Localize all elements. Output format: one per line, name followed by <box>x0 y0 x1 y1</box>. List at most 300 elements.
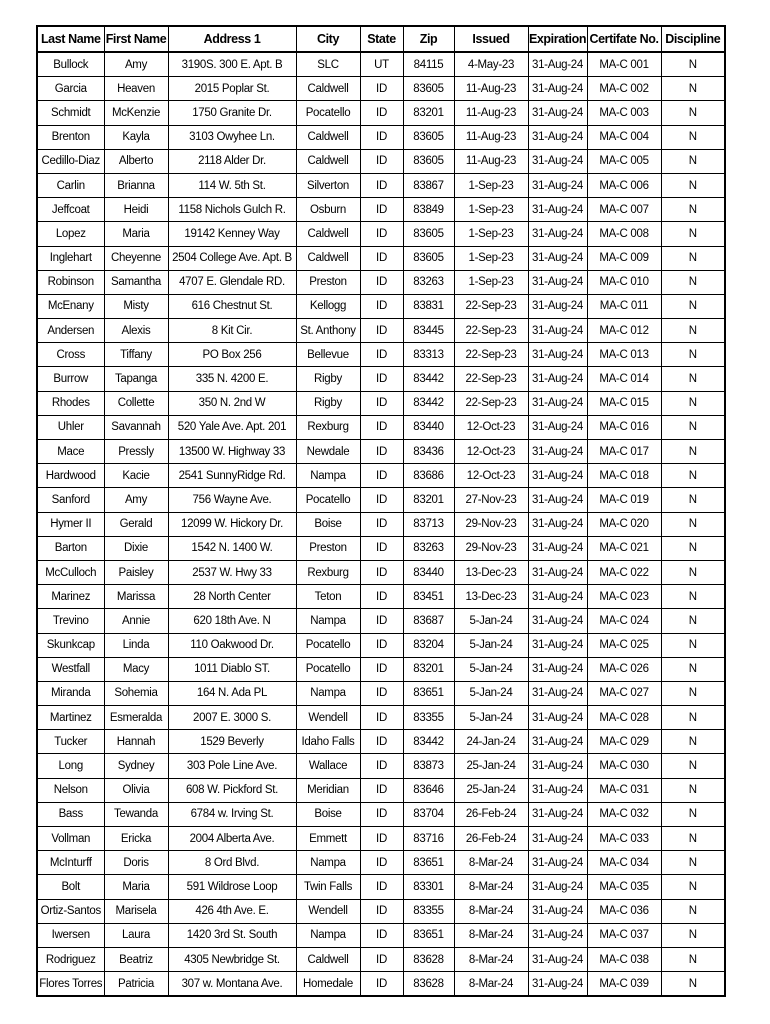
cell-certificate-no: MA-C 030 <box>587 754 661 778</box>
cell-issued: 25-Jan-24 <box>454 778 528 802</box>
cell-expiration: 31-Aug-24 <box>528 101 587 125</box>
cell-address: 6784 w. Irving St. <box>168 802 296 826</box>
table-row <box>37 319 725 343</box>
cell-first-name: Tapanga <box>104 367 168 391</box>
cell-certificate-no: MA-C 036 <box>587 899 661 923</box>
cell-discipline: N <box>661 464 725 488</box>
cell-first-name: Misty <box>104 294 168 318</box>
cell-state: ID <box>360 464 403 488</box>
cell-address: 2007 E. 3000 S. <box>168 706 296 730</box>
cell-city: St. Anthony <box>296 319 360 343</box>
cell-issued: 26-Feb-24 <box>454 802 528 826</box>
cell-address: 520 Yale Ave. Apt. 201 <box>168 415 296 439</box>
header-certificate-no: Certifate No. <box>587 26 661 52</box>
cell-address: 8 Kit Cir. <box>168 319 296 343</box>
cell-expiration: 31-Aug-24 <box>528 657 587 681</box>
table-row <box>37 585 725 609</box>
cell-city: SLC <box>296 52 360 77</box>
table-row <box>37 706 725 730</box>
cell-state: ID <box>360 440 403 464</box>
cell-city: Caldwell <box>296 947 360 971</box>
cell-city: Caldwell <box>296 246 360 270</box>
cell-zip: 83686 <box>403 464 454 488</box>
cell-first-name: Maria <box>104 222 168 246</box>
cell-expiration: 31-Aug-24 <box>528 52 587 77</box>
cell-city: Nampa <box>296 609 360 633</box>
cell-last-name: Long <box>37 754 104 778</box>
cell-first-name: Tiffany <box>104 343 168 367</box>
cell-expiration: 31-Aug-24 <box>528 488 587 512</box>
cell-state: ID <box>360 923 403 947</box>
cell-certificate-no: MA-C 017 <box>587 440 661 464</box>
cell-certificate-no: MA-C 021 <box>587 536 661 560</box>
cell-first-name: Heidi <box>104 198 168 222</box>
cell-certificate-no: MA-C 025 <box>587 633 661 657</box>
cell-state: ID <box>360 560 403 584</box>
cell-state: ID <box>360 875 403 899</box>
header-expiration: Expiration <box>528 26 587 52</box>
cell-zip: 83440 <box>403 560 454 584</box>
cell-last-name: Burrow <box>37 367 104 391</box>
cell-discipline: N <box>661 560 725 584</box>
cell-first-name: Beatriz <box>104 947 168 971</box>
cell-issued: 25-Jan-24 <box>454 754 528 778</box>
cell-zip: 83204 <box>403 633 454 657</box>
cell-certificate-no: MA-C 003 <box>587 101 661 125</box>
cell-address: 756 Wayne Ave. <box>168 488 296 512</box>
cell-first-name: Kayla <box>104 125 168 149</box>
table-row <box>37 972 725 997</box>
cell-discipline: N <box>661 512 725 536</box>
table-row <box>37 633 725 657</box>
cell-expiration: 31-Aug-24 <box>528 77 587 101</box>
cell-issued: 8-Mar-24 <box>454 899 528 923</box>
table-row <box>37 222 725 246</box>
cell-certificate-no: MA-C 027 <box>587 681 661 705</box>
cell-issued: 8-Mar-24 <box>454 923 528 947</box>
cell-last-name: Rodriguez <box>37 947 104 971</box>
cell-discipline: N <box>661 609 725 633</box>
cell-expiration: 31-Aug-24 <box>528 730 587 754</box>
cell-expiration: 31-Aug-24 <box>528 222 587 246</box>
cell-address: 620 18th Ave. N <box>168 609 296 633</box>
cell-last-name: Andersen <box>37 319 104 343</box>
table-row <box>37 851 725 875</box>
cell-state: ID <box>360 125 403 149</box>
cell-first-name: Alexis <box>104 319 168 343</box>
cell-first-name: Alberto <box>104 149 168 173</box>
table-row <box>37 77 725 101</box>
cell-discipline: N <box>661 149 725 173</box>
cell-first-name: Brianna <box>104 173 168 197</box>
cell-certificate-no: MA-C 039 <box>587 972 661 997</box>
cell-discipline: N <box>661 367 725 391</box>
cell-city: Preston <box>296 536 360 560</box>
cell-first-name: Paisley <box>104 560 168 584</box>
cell-certificate-no: MA-C 034 <box>587 851 661 875</box>
cell-issued: 11-Aug-23 <box>454 101 528 125</box>
cell-last-name: Ortiz-Santos <box>37 899 104 923</box>
cell-discipline: N <box>661 391 725 415</box>
cell-zip: 83263 <box>403 536 454 560</box>
header-zip: Zip <box>403 26 454 52</box>
cell-expiration: 31-Aug-24 <box>528 125 587 149</box>
cell-last-name: Lopez <box>37 222 104 246</box>
cell-expiration: 31-Aug-24 <box>528 899 587 923</box>
cell-certificate-no: MA-C 016 <box>587 415 661 439</box>
cell-state: ID <box>360 415 403 439</box>
cell-state: ID <box>360 899 403 923</box>
cell-state: ID <box>360 149 403 173</box>
table-row <box>37 367 725 391</box>
cell-city: Preston <box>296 270 360 294</box>
cell-discipline: N <box>661 125 725 149</box>
cell-expiration: 31-Aug-24 <box>528 827 587 851</box>
cell-city: Pocatello <box>296 101 360 125</box>
cell-state: ID <box>360 173 403 197</box>
cell-city: Wendell <box>296 706 360 730</box>
cell-zip: 83442 <box>403 391 454 415</box>
cell-issued: 12-Oct-23 <box>454 415 528 439</box>
cell-city: Meridian <box>296 778 360 802</box>
cell-certificate-no: MA-C 007 <box>587 198 661 222</box>
cell-state: ID <box>360 222 403 246</box>
cell-address: 426 4th Ave. E. <box>168 899 296 923</box>
cell-address: 2504 College Ave. Apt. B <box>168 246 296 270</box>
cell-expiration: 31-Aug-24 <box>528 173 587 197</box>
cell-discipline: N <box>661 294 725 318</box>
cell-issued: 1-Sep-23 <box>454 246 528 270</box>
cell-issued: 1-Sep-23 <box>454 222 528 246</box>
cell-issued: 29-Nov-23 <box>454 512 528 536</box>
cell-certificate-no: MA-C 019 <box>587 488 661 512</box>
table-row <box>37 173 725 197</box>
cell-expiration: 31-Aug-24 <box>528 923 587 947</box>
cell-city: Wallace <box>296 754 360 778</box>
cell-address: 1158 Nichols Gulch R. <box>168 198 296 222</box>
cell-zip: 83355 <box>403 899 454 923</box>
cell-certificate-no: MA-C 023 <box>587 585 661 609</box>
cell-expiration: 31-Aug-24 <box>528 367 587 391</box>
cell-certificate-no: MA-C 035 <box>587 875 661 899</box>
table-row <box>37 101 725 125</box>
cell-zip: 83605 <box>403 222 454 246</box>
cell-discipline: N <box>661 246 725 270</box>
cell-last-name: Iwersen <box>37 923 104 947</box>
cell-zip: 83605 <box>403 246 454 270</box>
cell-address: PO Box 256 <box>168 343 296 367</box>
cell-issued: 24-Jan-24 <box>454 730 528 754</box>
table-row <box>37 52 725 77</box>
table-row <box>37 730 725 754</box>
cell-address: 303 Pole Line Ave. <box>168 754 296 778</box>
cell-discipline: N <box>661 899 725 923</box>
cell-certificate-no: MA-C 002 <box>587 77 661 101</box>
cell-city: Rigby <box>296 391 360 415</box>
cell-zip: 83263 <box>403 270 454 294</box>
cell-zip: 83451 <box>403 585 454 609</box>
cell-last-name: Barton <box>37 536 104 560</box>
cell-expiration: 31-Aug-24 <box>528 706 587 730</box>
cell-certificate-no: MA-C 011 <box>587 294 661 318</box>
cell-last-name: Cross <box>37 343 104 367</box>
cell-address: 350 N. 2nd W <box>168 391 296 415</box>
cell-expiration: 31-Aug-24 <box>528 319 587 343</box>
cell-certificate-no: MA-C 005 <box>587 149 661 173</box>
cell-state: ID <box>360 730 403 754</box>
cell-expiration: 31-Aug-24 <box>528 778 587 802</box>
cell-last-name: Nelson <box>37 778 104 802</box>
cell-city: Rexburg <box>296 415 360 439</box>
cell-discipline: N <box>661 947 725 971</box>
cell-issued: 5-Jan-24 <box>454 633 528 657</box>
cell-first-name: Gerald <box>104 512 168 536</box>
cell-state: ID <box>360 585 403 609</box>
cell-certificate-no: MA-C 010 <box>587 270 661 294</box>
cell-address: 2015 Poplar St. <box>168 77 296 101</box>
cell-expiration: 31-Aug-24 <box>528 802 587 826</box>
cell-city: Silverton <box>296 173 360 197</box>
cell-address: 114 W. 5th St. <box>168 173 296 197</box>
cell-certificate-no: MA-C 033 <box>587 827 661 851</box>
cell-expiration: 31-Aug-24 <box>528 149 587 173</box>
cell-issued: 1-Sep-23 <box>454 198 528 222</box>
cell-last-name: Marinez <box>37 585 104 609</box>
cell-last-name: Mace <box>37 440 104 464</box>
cell-zip: 83605 <box>403 77 454 101</box>
cell-state: ID <box>360 972 403 997</box>
cell-zip: 83651 <box>403 681 454 705</box>
cell-state: ID <box>360 391 403 415</box>
cell-expiration: 31-Aug-24 <box>528 512 587 536</box>
cell-expiration: 31-Aug-24 <box>528 391 587 415</box>
cell-first-name: Maria <box>104 875 168 899</box>
cell-address: 616 Chestnut St. <box>168 294 296 318</box>
cell-zip: 83201 <box>403 488 454 512</box>
cell-discipline: N <box>661 754 725 778</box>
cell-expiration: 31-Aug-24 <box>528 972 587 997</box>
cell-city: Homedale <box>296 972 360 997</box>
cell-certificate-no: MA-C 014 <box>587 367 661 391</box>
cell-first-name: Collette <box>104 391 168 415</box>
cell-zip: 83201 <box>403 101 454 125</box>
cell-first-name: Patricia <box>104 972 168 997</box>
cell-state: ID <box>360 633 403 657</box>
cell-first-name: Dixie <box>104 536 168 560</box>
cell-issued: 8-Mar-24 <box>454 972 528 997</box>
cell-first-name: Cheyenne <box>104 246 168 270</box>
cell-address: 1420 3rd St. South <box>168 923 296 947</box>
cell-certificate-no: MA-C 028 <box>587 706 661 730</box>
cell-state: ID <box>360 488 403 512</box>
table-row <box>37 899 725 923</box>
cell-state: ID <box>360 536 403 560</box>
cell-zip: 83651 <box>403 851 454 875</box>
cell-address: 335 N. 4200 E. <box>168 367 296 391</box>
table-row <box>37 270 725 294</box>
cell-state: ID <box>360 706 403 730</box>
cell-last-name: Jeffcoat <box>37 198 104 222</box>
cell-last-name: Miranda <box>37 681 104 705</box>
cell-zip: 83301 <box>403 875 454 899</box>
cell-state: ID <box>360 246 403 270</box>
cell-address: 1750 Granite Dr. <box>168 101 296 125</box>
table-row <box>37 657 725 681</box>
cell-first-name: Linda <box>104 633 168 657</box>
cell-discipline: N <box>661 633 725 657</box>
cell-discipline: N <box>661 851 725 875</box>
cell-city: Kellogg <box>296 294 360 318</box>
cell-discipline: N <box>661 319 725 343</box>
cell-first-name: Sydney <box>104 754 168 778</box>
cell-zip: 84115 <box>403 52 454 77</box>
cell-first-name: Amy <box>104 488 168 512</box>
cell-certificate-no: MA-C 012 <box>587 319 661 343</box>
header-first-name: First Name <box>104 26 168 52</box>
table-row <box>37 198 725 222</box>
cell-issued: 8-Mar-24 <box>454 851 528 875</box>
cell-zip: 83628 <box>403 947 454 971</box>
header-row <box>37 26 725 52</box>
table-row <box>37 802 725 826</box>
table-row <box>37 125 725 149</box>
cell-zip: 83831 <box>403 294 454 318</box>
cell-zip: 83646 <box>403 778 454 802</box>
cell-issued: 5-Jan-24 <box>454 657 528 681</box>
cell-discipline: N <box>661 488 725 512</box>
table-row <box>37 246 725 270</box>
cell-last-name: Flores Torres <box>37 972 104 997</box>
cell-discipline: N <box>661 778 725 802</box>
cell-state: ID <box>360 270 403 294</box>
cell-last-name: Bolt <box>37 875 104 899</box>
cell-city: Caldwell <box>296 149 360 173</box>
cell-zip: 83713 <box>403 512 454 536</box>
cell-address: 12099 W. Hickory Dr. <box>168 512 296 536</box>
cell-certificate-no: MA-C 031 <box>587 778 661 802</box>
header-address: Address 1 <box>168 26 296 52</box>
cell-address: 608 W. Pickford St. <box>168 778 296 802</box>
cell-certificate-no: MA-C 008 <box>587 222 661 246</box>
cell-state: ID <box>360 827 403 851</box>
cell-certificate-no: MA-C 038 <box>587 947 661 971</box>
cell-address: 3103 Owyhee Ln. <box>168 125 296 149</box>
cell-first-name: Heaven <box>104 77 168 101</box>
cell-expiration: 31-Aug-24 <box>528 415 587 439</box>
table-row <box>37 609 725 633</box>
cell-expiration: 31-Aug-24 <box>528 851 587 875</box>
cell-last-name: Sanford <box>37 488 104 512</box>
cell-certificate-no: MA-C 024 <box>587 609 661 633</box>
cell-expiration: 31-Aug-24 <box>528 681 587 705</box>
cell-last-name: Robinson <box>37 270 104 294</box>
cell-zip: 83651 <box>403 923 454 947</box>
cell-certificate-no: MA-C 026 <box>587 657 661 681</box>
cell-issued: 8-Mar-24 <box>454 947 528 971</box>
cell-address: 2541 SunnyRidge Rd. <box>168 464 296 488</box>
cell-issued: 5-Jan-24 <box>454 609 528 633</box>
cell-issued: 27-Nov-23 <box>454 488 528 512</box>
cell-address: 4707 E. Glendale RD. <box>168 270 296 294</box>
cell-issued: 11-Aug-23 <box>454 149 528 173</box>
cell-last-name: Bass <box>37 802 104 826</box>
cell-last-name: Vollman <box>37 827 104 851</box>
cell-issued: 22-Sep-23 <box>454 343 528 367</box>
cell-first-name: Macy <box>104 657 168 681</box>
cell-first-name: Kacie <box>104 464 168 488</box>
cell-expiration: 31-Aug-24 <box>528 560 587 584</box>
cell-first-name: Olivia <box>104 778 168 802</box>
cell-city: Bellevue <box>296 343 360 367</box>
cell-last-name: Carlin <box>37 173 104 197</box>
cell-discipline: N <box>661 173 725 197</box>
cell-expiration: 31-Aug-24 <box>528 440 587 464</box>
cell-address: 591 Wildrose Loop <box>168 875 296 899</box>
cell-certificate-no: MA-C 022 <box>587 560 661 584</box>
cell-issued: 4-May-23 <box>454 52 528 77</box>
cell-last-name: McCulloch <box>37 560 104 584</box>
cell-discipline: N <box>661 198 725 222</box>
cell-discipline: N <box>661 681 725 705</box>
cell-certificate-no: MA-C 006 <box>587 173 661 197</box>
header-last-name: Last Name <box>37 26 104 52</box>
cell-zip: 83605 <box>403 149 454 173</box>
table-row <box>37 440 725 464</box>
cell-discipline: N <box>661 585 725 609</box>
cell-expiration: 31-Aug-24 <box>528 947 587 971</box>
cell-last-name: McInturff <box>37 851 104 875</box>
cell-city: Idaho Falls <box>296 730 360 754</box>
table-row <box>37 778 725 802</box>
cell-certificate-no: MA-C 001 <box>587 52 661 77</box>
cell-first-name: Marisela <box>104 899 168 923</box>
cell-address: 1529 Beverly <box>168 730 296 754</box>
table-row <box>37 560 725 584</box>
cell-zip: 83442 <box>403 367 454 391</box>
cell-address: 3190S. 300 E. Apt. B <box>168 52 296 77</box>
cell-zip: 83440 <box>403 415 454 439</box>
cell-state: ID <box>360 77 403 101</box>
cell-zip: 83436 <box>403 440 454 464</box>
cell-issued: 11-Aug-23 <box>454 77 528 101</box>
cell-first-name: Sohemia <box>104 681 168 705</box>
header-issued: Issued <box>454 26 528 52</box>
cell-last-name: Cedillo-Diaz <box>37 149 104 173</box>
table-row <box>37 947 725 971</box>
cell-discipline: N <box>661 802 725 826</box>
cell-first-name: Marissa <box>104 585 168 609</box>
cell-first-name: Ericka <box>104 827 168 851</box>
cell-issued: 22-Sep-23 <box>454 294 528 318</box>
cell-issued: 13-Dec-23 <box>454 585 528 609</box>
cell-discipline: N <box>661 343 725 367</box>
cell-state: ID <box>360 367 403 391</box>
cell-certificate-no: MA-C 029 <box>587 730 661 754</box>
cell-state: ID <box>360 657 403 681</box>
cell-discipline: N <box>661 222 725 246</box>
cell-issued: 26-Feb-24 <box>454 827 528 851</box>
cell-discipline: N <box>661 101 725 125</box>
cell-city: Newdale <box>296 440 360 464</box>
cell-certificate-no: MA-C 013 <box>587 343 661 367</box>
cell-issued: 5-Jan-24 <box>454 706 528 730</box>
cell-expiration: 31-Aug-24 <box>528 875 587 899</box>
cell-address: 13500 W. Highway 33 <box>168 440 296 464</box>
cell-address: 4305 Newbridge St. <box>168 947 296 971</box>
cell-state: ID <box>360 319 403 343</box>
cell-zip: 83873 <box>403 754 454 778</box>
cell-address: 2004 Alberta Ave. <box>168 827 296 851</box>
